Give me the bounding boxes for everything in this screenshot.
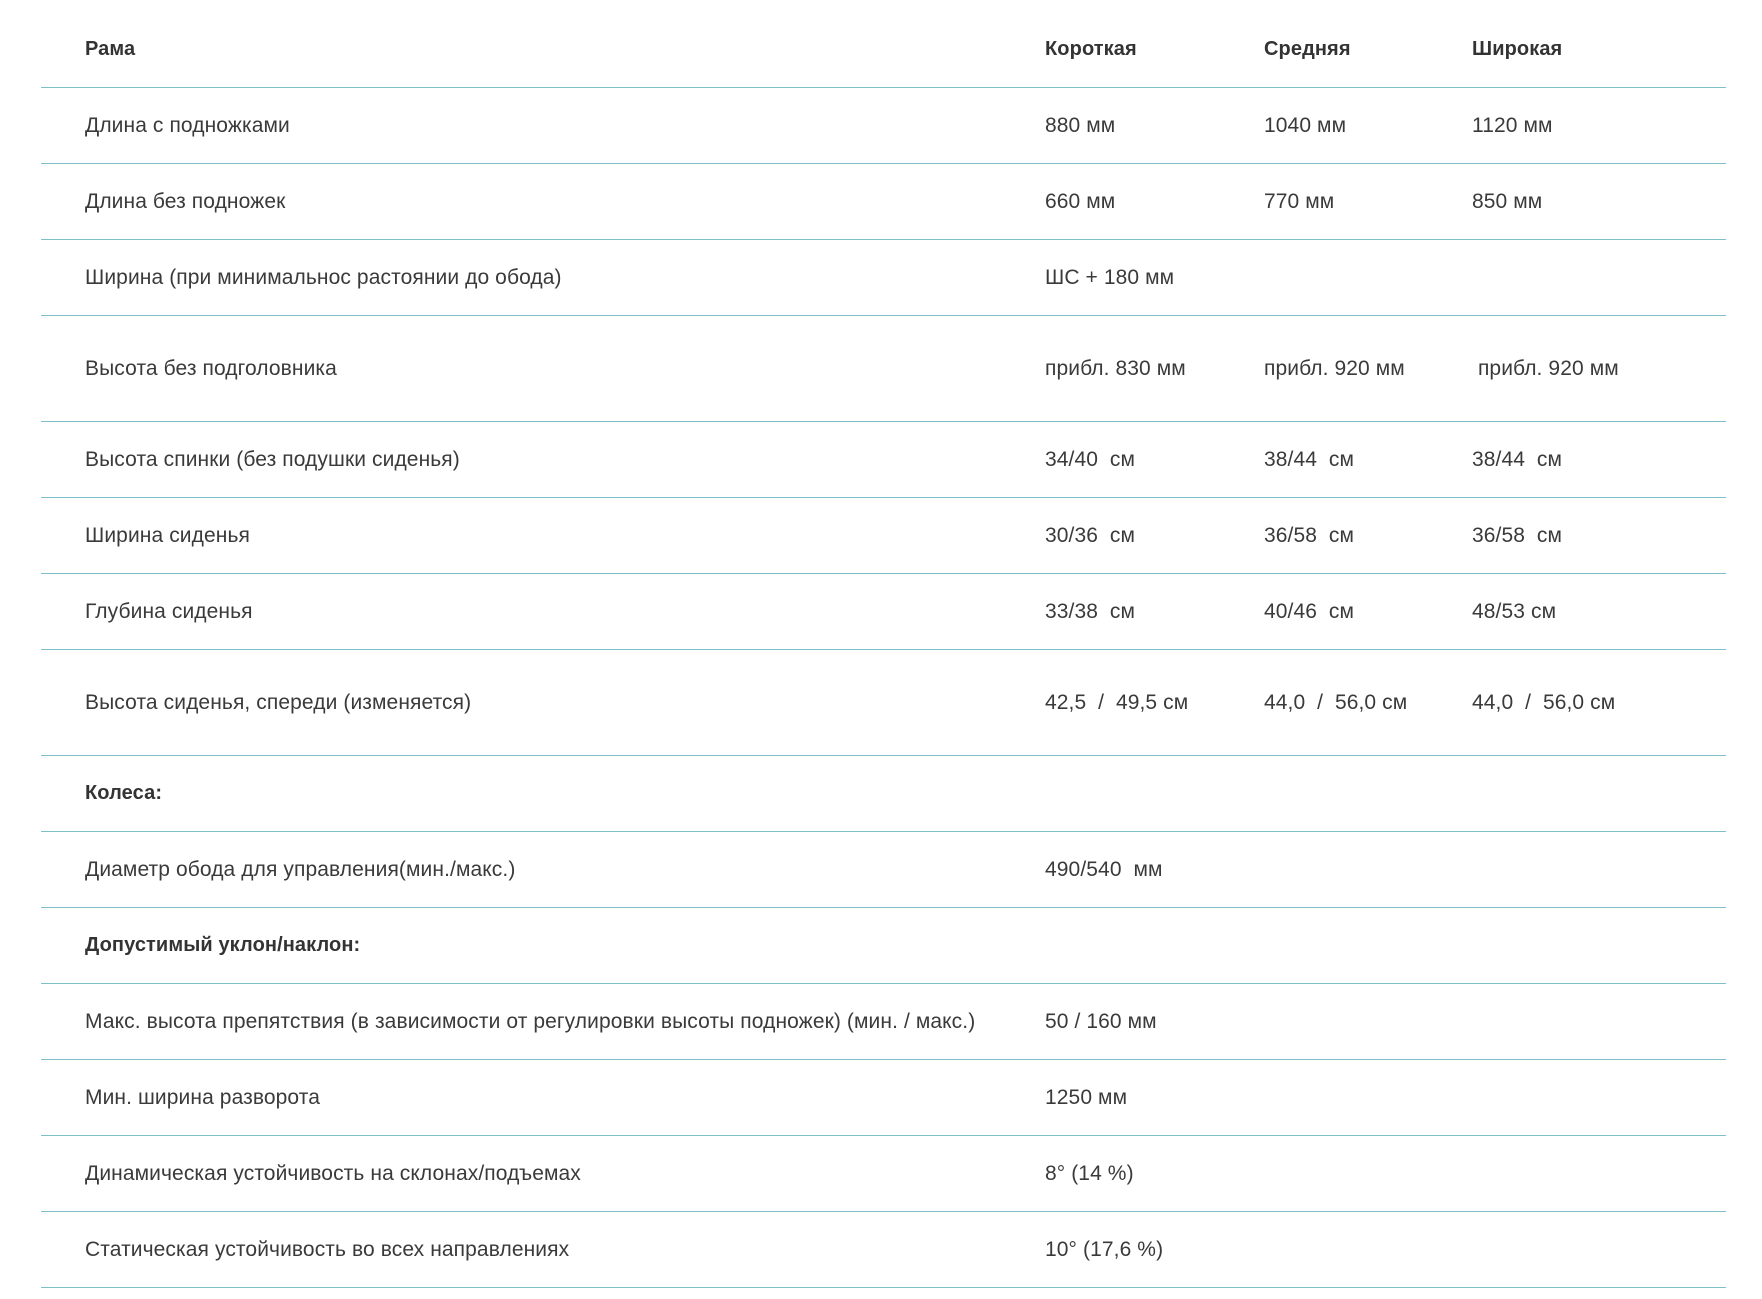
row-label: Длина без подножек <box>85 190 286 213</box>
row-label: Длина с подножками <box>85 114 290 137</box>
row-label: Высота без подголовника <box>85 357 337 380</box>
row-label: Ширина (при минимальнос растоянии до обода) <box>85 266 562 289</box>
row-label: Мин. ширина разворота <box>85 1086 320 1109</box>
row-value: 50 / 160 мм <box>1045 1010 1157 1033</box>
table-row <box>41 574 1726 650</box>
row-value: прибл. 920 мм <box>1472 357 1619 380</box>
header-col-short: Короткая <box>1045 38 1137 60</box>
row-value: 38/44 см <box>1264 448 1355 471</box>
row-value: 850 мм <box>1472 190 1543 213</box>
row-label: Высота спинки (без подушки сиденья) <box>85 448 460 471</box>
row-value: 36/58 см <box>1472 524 1563 547</box>
header-col-wide: Широкая <box>1472 38 1563 60</box>
row-value: 44,0 / 56,0 см <box>1264 691 1408 714</box>
table-row <box>41 1136 1726 1212</box>
section-row-slope <box>41 908 1726 984</box>
row-value: ШС + 180 мм <box>1045 266 1175 289</box>
table-row <box>41 422 1726 498</box>
row-value: 660 мм <box>1045 190 1116 213</box>
header-frame-label: Рама <box>85 38 136 60</box>
row-value: 36/58 см <box>1264 524 1355 547</box>
spec-table <box>41 12 1726 1288</box>
table-row <box>41 984 1726 1060</box>
row-label: Динамическая устойчивость на склонах/подъемах <box>85 1162 581 1185</box>
table-row <box>41 88 1726 164</box>
section-title: Колеса: <box>85 782 163 804</box>
row-label: Высота сиденья, спереди (изменяется) <box>85 691 472 714</box>
section-row-wheels <box>41 756 1726 832</box>
table-row <box>41 498 1726 574</box>
row-value: 48/53 см <box>1472 600 1557 623</box>
table-row <box>41 240 1726 316</box>
row-label: Статическая устойчивость во всех направлениях <box>85 1238 570 1261</box>
row-value: 33/38 см <box>1045 600 1136 623</box>
row-value: 30/36 см <box>1045 524 1136 547</box>
row-value: прибл. 920 мм <box>1264 357 1405 380</box>
table-header-row <box>41 12 1726 88</box>
row-value: 40/46 см <box>1264 600 1355 623</box>
row-value: 10° (17,6 %) <box>1045 1238 1164 1261</box>
row-value: 1120 мм <box>1472 114 1553 137</box>
section-title: Допустимый уклон/наклон: <box>85 934 361 956</box>
table-row <box>41 164 1726 240</box>
row-value: прибл. 830 мм <box>1045 357 1186 380</box>
row-value: 42,5 / 49,5 см <box>1045 691 1189 714</box>
row-value: 1040 мм <box>1264 114 1347 137</box>
row-value: 44,0 / 56,0 см <box>1472 691 1616 714</box>
row-label: Глубина сиденья <box>85 600 253 623</box>
row-value: 880 мм <box>1045 114 1116 137</box>
row-value: 770 мм <box>1264 190 1335 213</box>
row-value: 8° (14 %) <box>1045 1162 1134 1185</box>
row-label: Диаметр обода для управления(мин./макс.) <box>85 858 516 881</box>
row-value: 38/44 см <box>1472 448 1563 471</box>
table-row <box>41 316 1726 422</box>
row-value: 490/540 мм <box>1045 858 1163 881</box>
row-value: 34/40 см <box>1045 448 1136 471</box>
row-label: Ширина сиденья <box>85 524 250 547</box>
row-value: 1250 мм <box>1045 1086 1128 1109</box>
table-row <box>41 650 1726 756</box>
table-row <box>41 1060 1726 1136</box>
table-row <box>41 1212 1726 1288</box>
header-col-medium: Средняя <box>1264 38 1351 60</box>
table-row <box>41 832 1726 908</box>
row-label: Макс. высота препятствия (в зависимости от регулировки высоты подножек) (мин. / макс.) <box>85 1010 976 1033</box>
